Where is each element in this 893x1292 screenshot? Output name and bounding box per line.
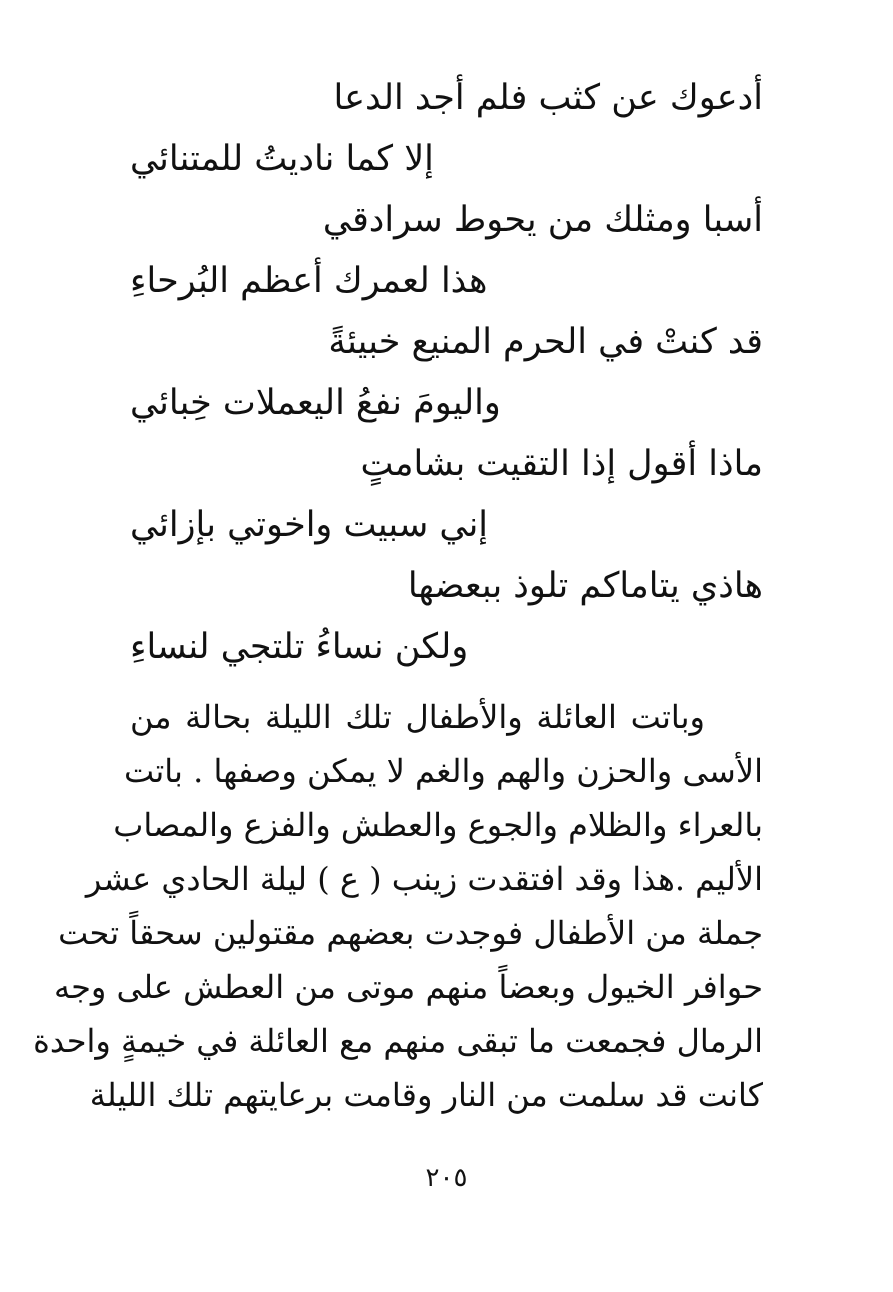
prose-line-7: الرمال فجمعت ما تبقى منهم مع العائلة في خيمةٍ واحدة [33,1022,763,1060]
poem-verse-8: إني سبيت واخوتي بإزائي [130,505,489,545]
poem-verse-5: قد كنتْ في الحرم المنيع خبيئةً [328,322,763,362]
poem-block [130,68,763,678]
prose-line-4: الأليم .هذا وقد افتقدت زينب ( ع ) ليلة الحادي عشر [85,860,763,898]
poem-verse-1: أدعوك عن كثب فلم أجد الدعا [333,78,763,118]
poem-verse-3: أسبا ومثلك من يحوط سرادقي [322,200,763,240]
poem-verse-2: إلا كما ناديتُ للمتنائي [130,139,434,179]
poem-verse-10: ولكن نساءُ تلتجي لنساءِ [130,627,469,667]
prose-line-2: الأسى والحزن والهم والغم لا يمكن وصفها . باتت [123,752,763,790]
poem-verse-7: ماذا أقول إذا التقيت بشامتٍ [360,444,763,484]
page-number: ٢٠٥ [425,1163,468,1193]
prose-line-1: وباتت العائلة والأطفال تلك الليلة بحالة من [130,698,705,736]
poem-verse-4: هذا لعمرك أعظم البُرحاءِ [130,261,488,301]
poem-verse-9: هاذي يتاماكم تلوذ ببعضها [407,566,763,606]
prose-line-5: جملة من الأطفال فوجدت بعضهم مقتولين سحقاً تحت [58,914,763,952]
prose-line-6: حوافر الخيول وبعضاً منهم موتى من العطش على وجه [53,968,763,1006]
prose-paragraph [33,690,763,1122]
poem-verse-6: واليومَ نفعُ اليعملات خِبائي [130,383,501,423]
prose-line-8: كانت قد سلمت من النار وقامت برعايتهم تلك الليلة [89,1076,763,1114]
prose-line-3: بالعراء والظلام والجوع والعطش والفزع والمصاب [113,806,763,844]
